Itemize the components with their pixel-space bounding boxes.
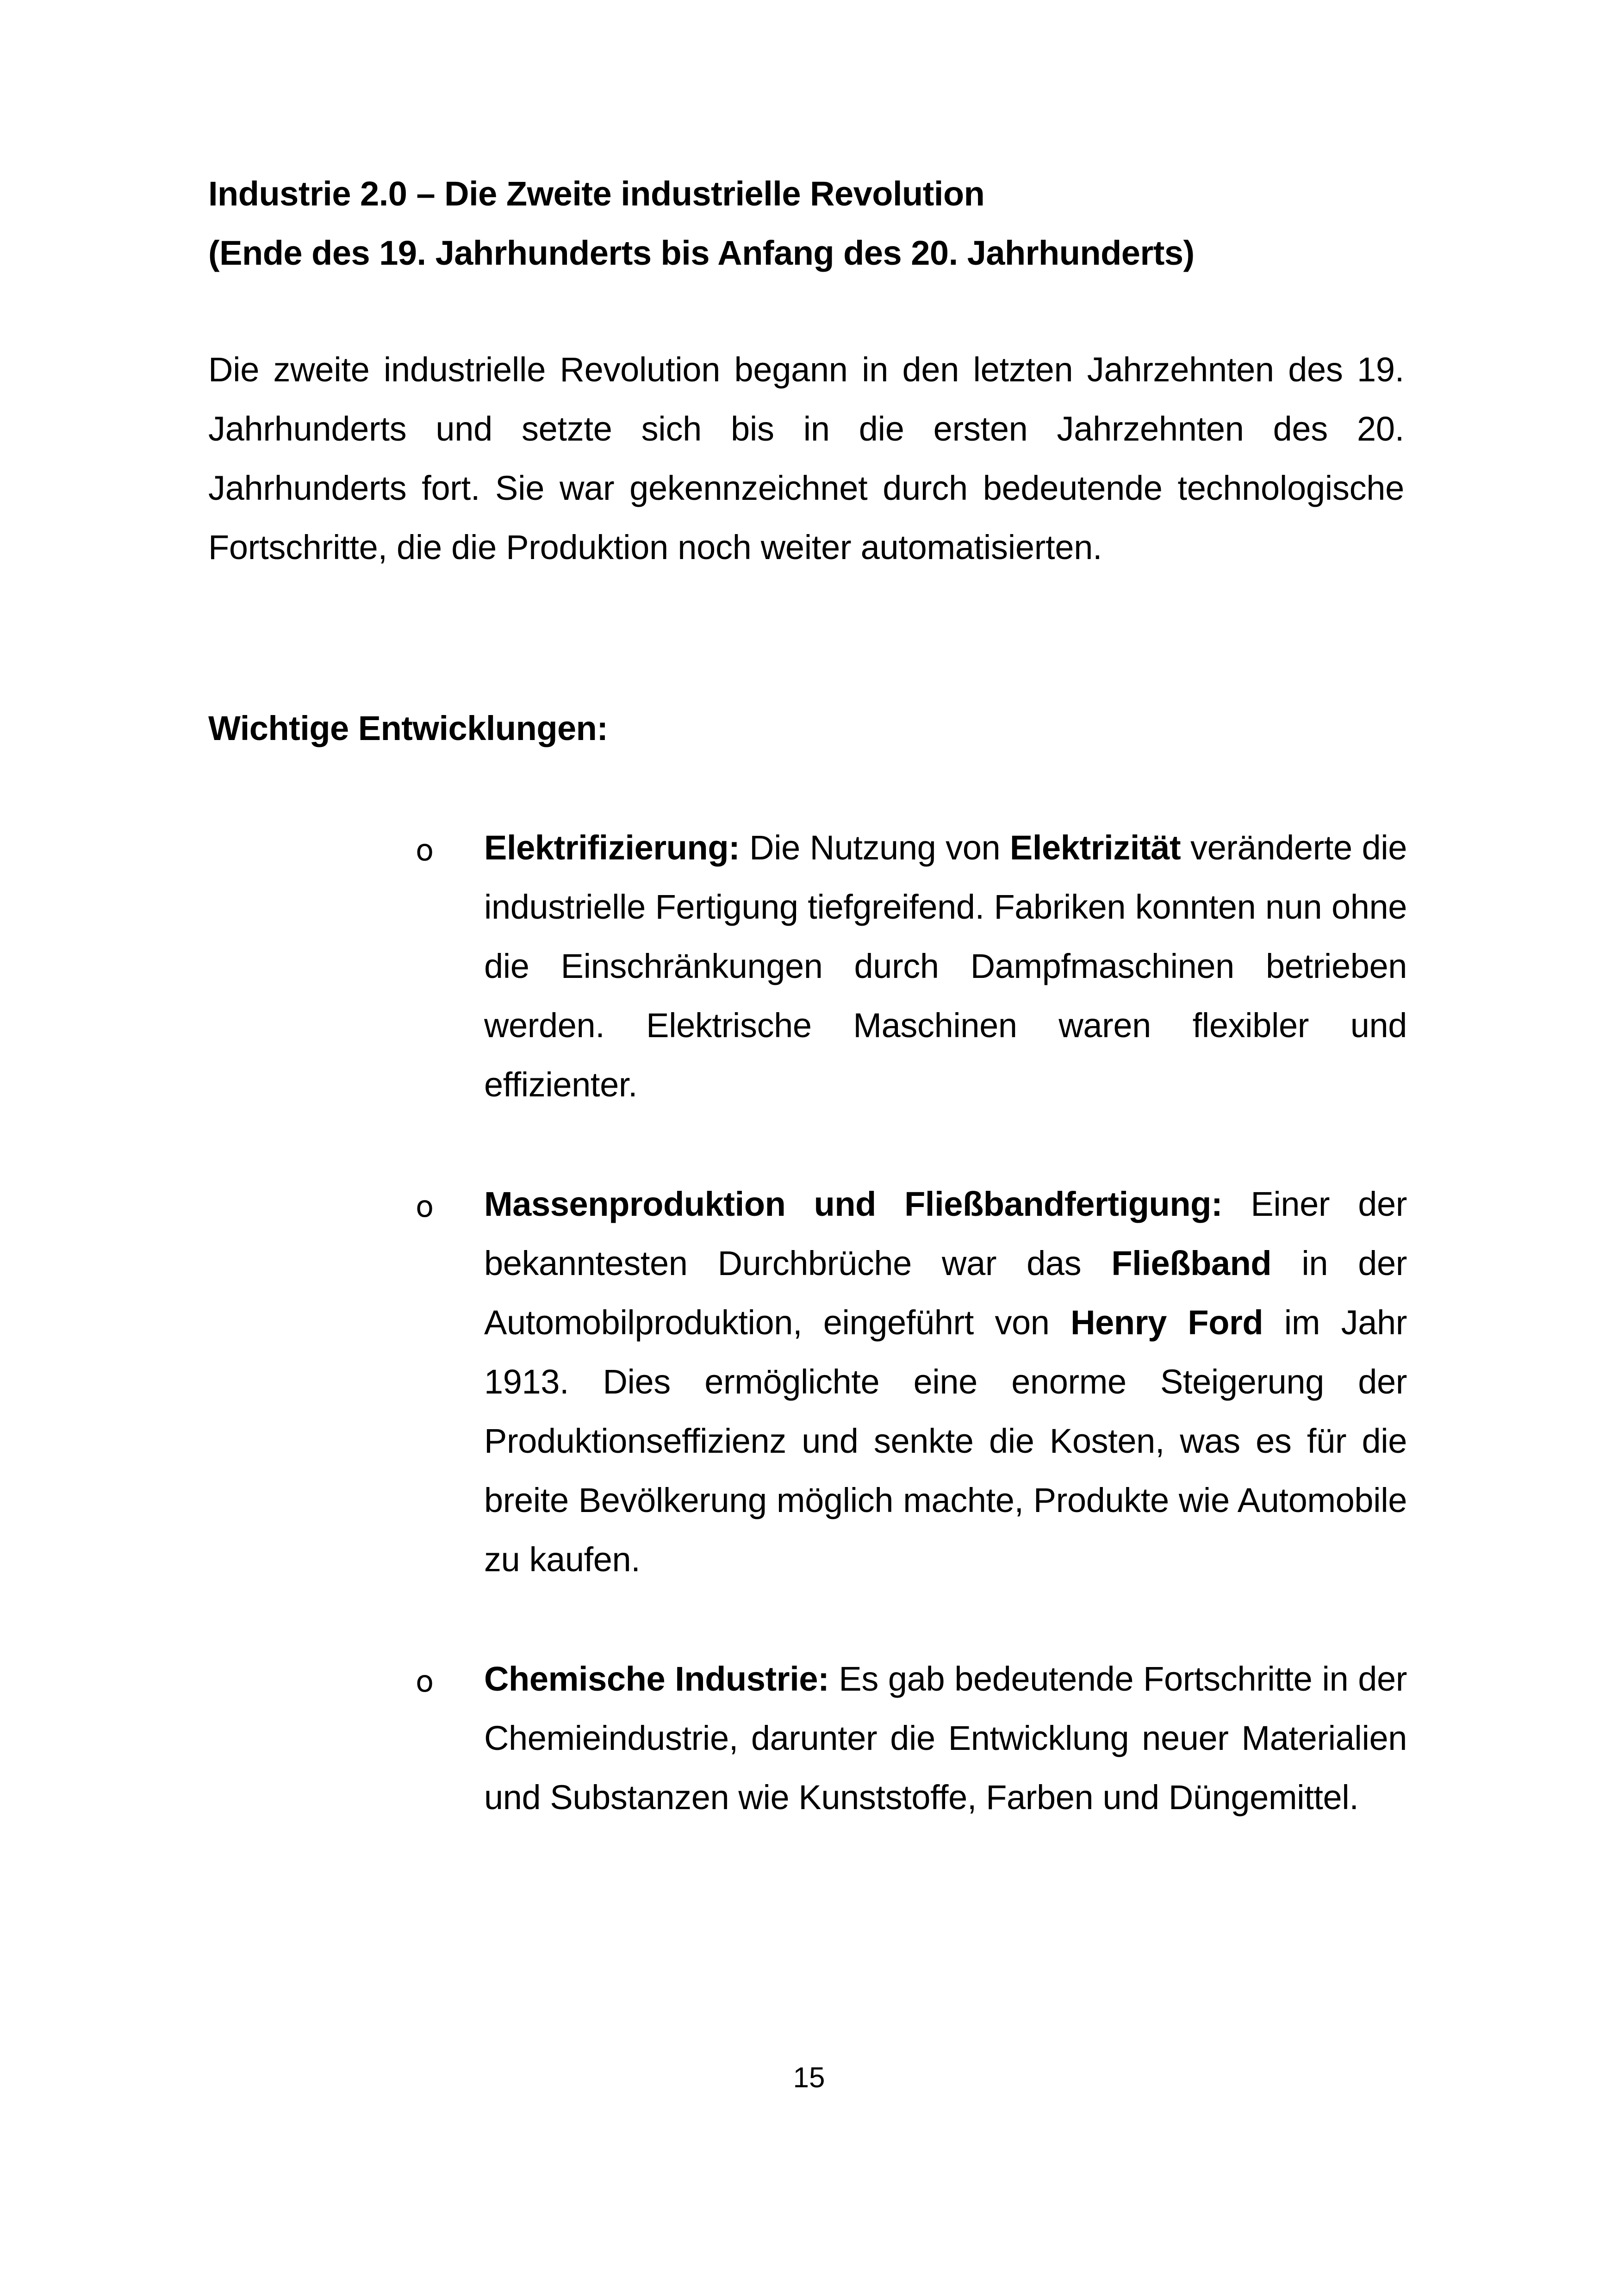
heading-subtitle: (Ende des 19. Jahrhunderts bis Anfang des 20. Jahrhunderts) [208,234,1195,272]
heading-title: Industrie 2.0 – Die Zweite industrielle Revolution [208,174,985,213]
list-item-text [484,818,1407,1114]
list-item-emphasis: Fließband [1111,1244,1272,1282]
page-number: 15 [793,2062,825,2094]
list-item-emphasis: Henry Ford [1070,1303,1263,1342]
list-item-term: Massenproduktion und Fließbandfertigung: [484,1185,1223,1223]
bullet-marker: o [416,1665,434,1699]
list-item-elektrifizierung [416,818,1410,1114]
developments-heading: Wichtige Entwicklungen: [208,709,608,747]
list-item-body: Einer der bekanntesten Durchbrüche war das [484,1185,1407,1282]
list-item-term: Elektrifizierung: [484,828,740,867]
list-item-text [484,1649,1407,1827]
list-item-body: im Jahr 1913. Dies ermöglichte eine enorme Steigerung der Produktionseffizienz und senkte die Kosten, was es für die breite Bevölkerung möglich machte, Produkte wie Automobile zu kaufen. [484,1303,1407,1579]
list-item-massenproduktion [416,1175,1410,1589]
list-item-body: Es gab bedeutende Fortschritte in der Chemieindustrie, darunter die Entwicklung neuer Materialien und Substanzen wie Kunststoffe, Farben und Düngemittel. [484,1660,1407,1817]
intro-paragraph: Die zweite industrielle Revolution begann in den letzten Jahrzehnten des 19. Jahrhunderts und setzte sich bis in die ersten Jahrzehnten des 20. Jahrhunderts fort. Sie war gekennzeichnet durch bedeutende technologische Fortschritte, die die Produktion noch weiter automatisierten. [208,350,1404,566]
list-item-text [484,1175,1407,1589]
list-item-emphasis: Elektrizität [1009,828,1181,867]
list-item-body: in der Automobilproduktion, eingeführt von [484,1244,1407,1342]
section-heading [208,164,1412,283]
list-item-chemische-industrie [416,1649,1410,1827]
bullet-marker: o [416,1190,434,1224]
list-item-term: Chemische Industrie: [484,1660,829,1698]
bullet-marker: o [416,834,434,868]
list-item-body: Die Nutzung von [740,828,1010,867]
list-item-body: veränderte die industrielle Fertigung tiefgreifend. Fabriken konnten nun ohne die Einschränkungen durch Dampfmaschinen betrieben werden. Elektrische Maschinen waren flexibler und effizienter. [484,828,1407,1104]
